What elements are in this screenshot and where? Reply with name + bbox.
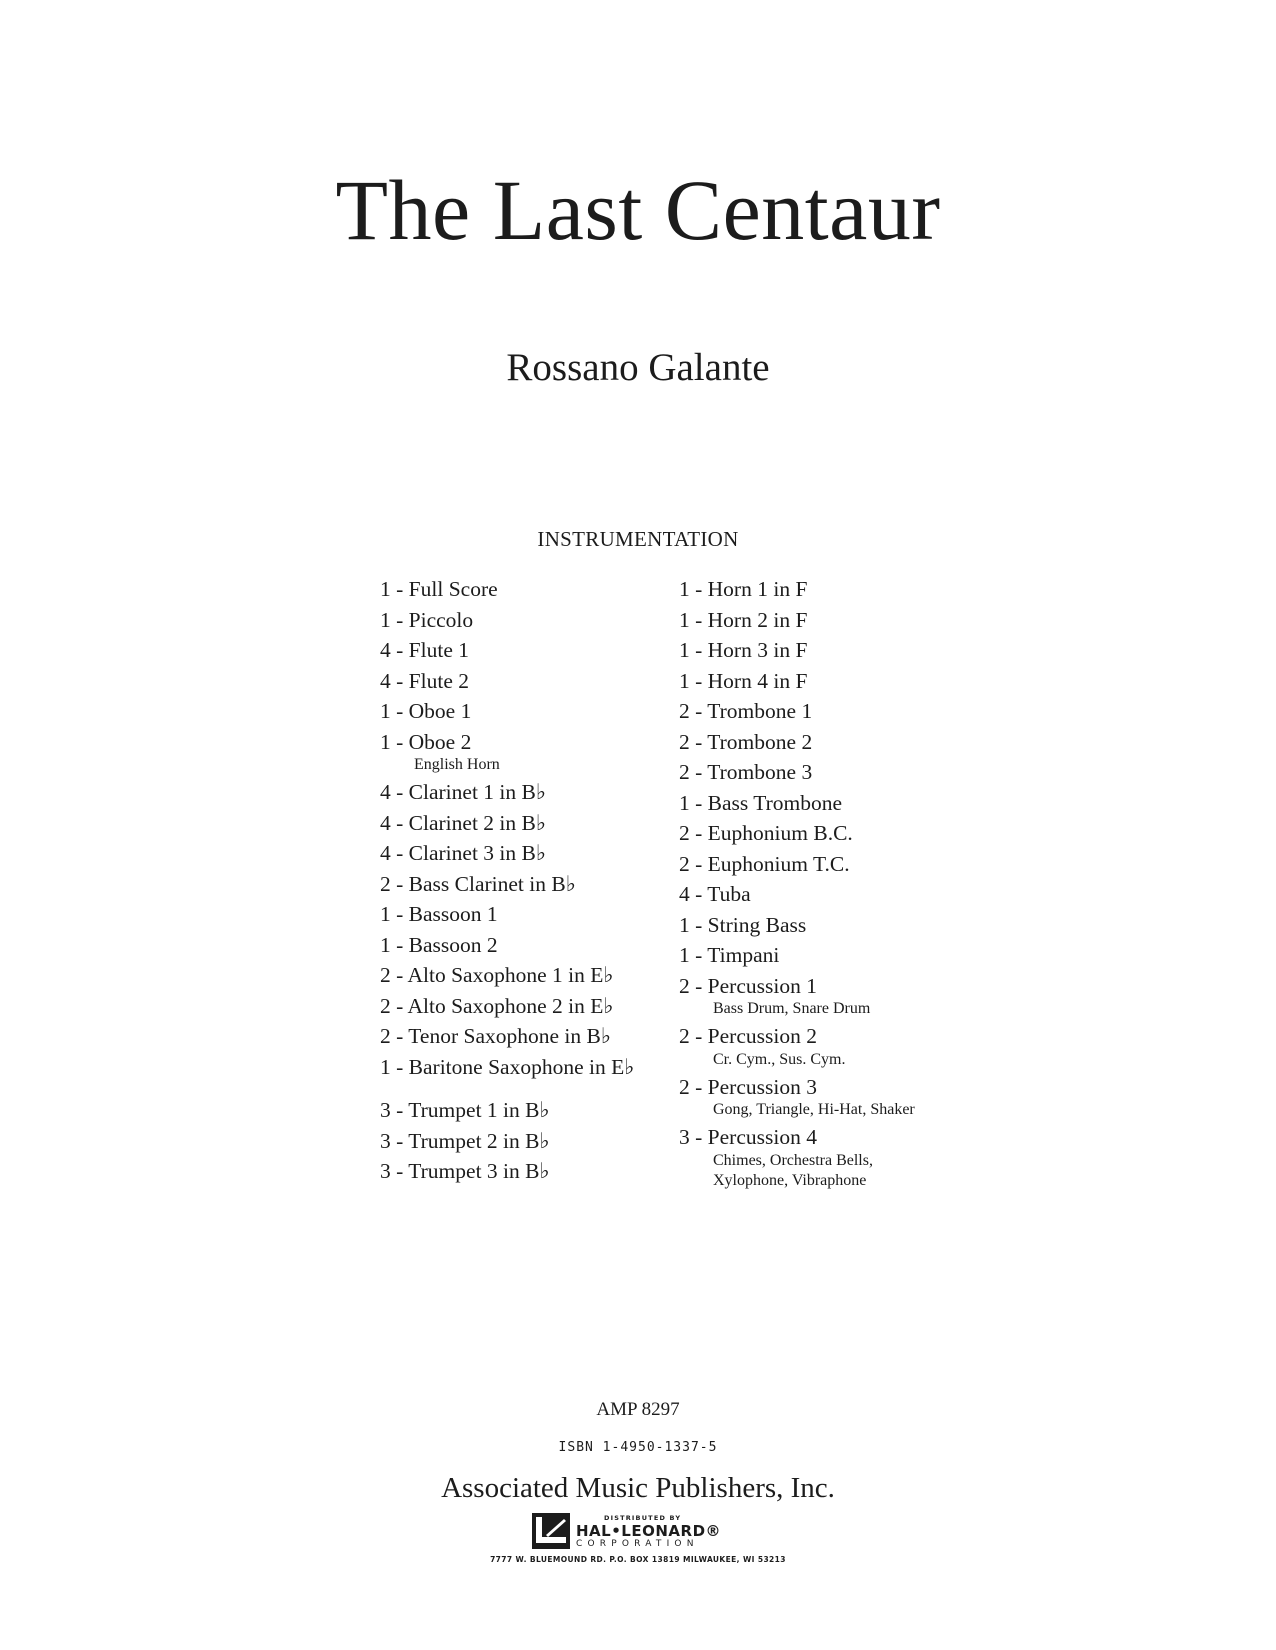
instrument-part: 2 - Trombone 1 <box>679 699 813 723</box>
instrument-note: Cr. Cym., Sus. Cym. <box>713 1050 846 1068</box>
instrument-part: 4 - Tuba <box>679 882 751 906</box>
instrument-part: 2 - Trombone 3 <box>679 760 813 784</box>
instrument-part: 2 - Alto Saxophone 2 in E♭ <box>380 993 614 1018</box>
instrument-part: 2 - Euphonium B.C. <box>679 821 853 845</box>
instrument-note: Xylophone, Vibraphone <box>713 1171 867 1189</box>
instrument-part: 4 - Clarinet 2 in B♭ <box>380 810 546 835</box>
hal-leonard-logo <box>532 1513 762 1555</box>
catalog-number: AMP 8297 <box>596 1399 680 1420</box>
instrument-part: 3 - Trumpet 3 in B♭ <box>380 1159 550 1183</box>
instrument-part: 1 - Piccolo <box>380 607 474 632</box>
page-title: The Last Centaur <box>335 162 941 258</box>
instrumentation-list-right <box>679 574 915 1193</box>
instrument-part: 3 - Percussion 4 <box>679 1125 817 1149</box>
instrument-part: 4 - Flute 1 <box>380 638 469 662</box>
distributor-corporation: CORPORATION <box>576 1539 699 1549</box>
distributor-address: 7777 W. BLUEMOUND RD. P.O. BOX 13819 MILWAUKEE, WI 53213 <box>490 1555 786 1564</box>
hal-leonard-logo-icon <box>532 1513 570 1549</box>
instrument-part: 3 - Trumpet 1 in B♭ <box>380 1098 550 1122</box>
instrumentation-list-left <box>380 574 634 1187</box>
publisher-name: Associated Music Publishers, Inc. <box>441 1472 835 1504</box>
instrument-part: 2 - Percussion 3 <box>679 1074 817 1099</box>
instrument-part: 1 - Oboe 2 <box>380 729 472 754</box>
instrument-part: 4 - Clarinet 1 in B♭ <box>380 780 546 804</box>
instrument-part: 2 - Tenor Saxophone in B♭ <box>380 1024 611 1048</box>
instrument-part: 2 - Percussion 1 <box>679 973 817 998</box>
instrument-part: 3 - Trumpet 2 in B♭ <box>380 1128 550 1153</box>
instrument-part: 2 - Euphonium T.C. <box>679 851 850 876</box>
instrument-part: 1 - Bassoon 2 <box>380 932 498 957</box>
instrument-part: 1 - Bass Trombone <box>679 790 843 815</box>
instrument-part: 2 - Percussion 2 <box>679 1024 817 1048</box>
distributed-by-label: DISTRIBUTED BY <box>604 1514 682 1522</box>
instrument-part: 1 - Horn 4 in F <box>679 668 808 693</box>
isbn-number: ISBN 1-4950-1337-5 <box>558 1440 718 1455</box>
instrument-note: English Horn <box>414 756 500 773</box>
instrument-part: 1 - Bassoon 1 <box>380 902 498 926</box>
instrument-part: 2 - Trombone 2 <box>679 729 813 754</box>
distributor-name: HAL•LEONARD® <box>576 1522 722 1540</box>
instrument-part: 4 - Clarinet 3 in B♭ <box>380 841 546 865</box>
instrument-part: 2 - Bass Clarinet in B♭ <box>380 871 576 896</box>
instrument-note: Gong, Triangle, Hi-Hat, Shaker <box>713 1101 915 1118</box>
instrument-part: 1 - String Bass <box>679 912 807 937</box>
instrument-note: Chimes, Orchestra Bells, <box>713 1151 873 1169</box>
instrument-part: 4 - Flute 2 <box>380 668 469 693</box>
instrument-part: 1 - Horn 3 in F <box>679 638 808 662</box>
instrument-part: 1 - Full Score <box>380 577 498 601</box>
composer-name: Rossano Galante <box>506 346 770 389</box>
section-gap <box>380 1082 634 1095</box>
instrument-part: 2 - Alto Saxophone 1 in E♭ <box>380 963 614 987</box>
instrumentation-heading: INSTRUMENTATION <box>537 527 739 551</box>
instrument-part: 1 - Oboe 1 <box>380 699 472 723</box>
instrument-note: Bass Drum, Snare Drum <box>713 1000 871 1017</box>
instrument-part: 1 - Horn 2 in F <box>679 607 808 632</box>
instrument-part: 1 - Timpani <box>679 943 780 967</box>
instrument-part: 1 - Horn 1 in F <box>679 577 808 601</box>
instrument-part: 1 - Baritone Saxophone in E♭ <box>380 1054 635 1079</box>
